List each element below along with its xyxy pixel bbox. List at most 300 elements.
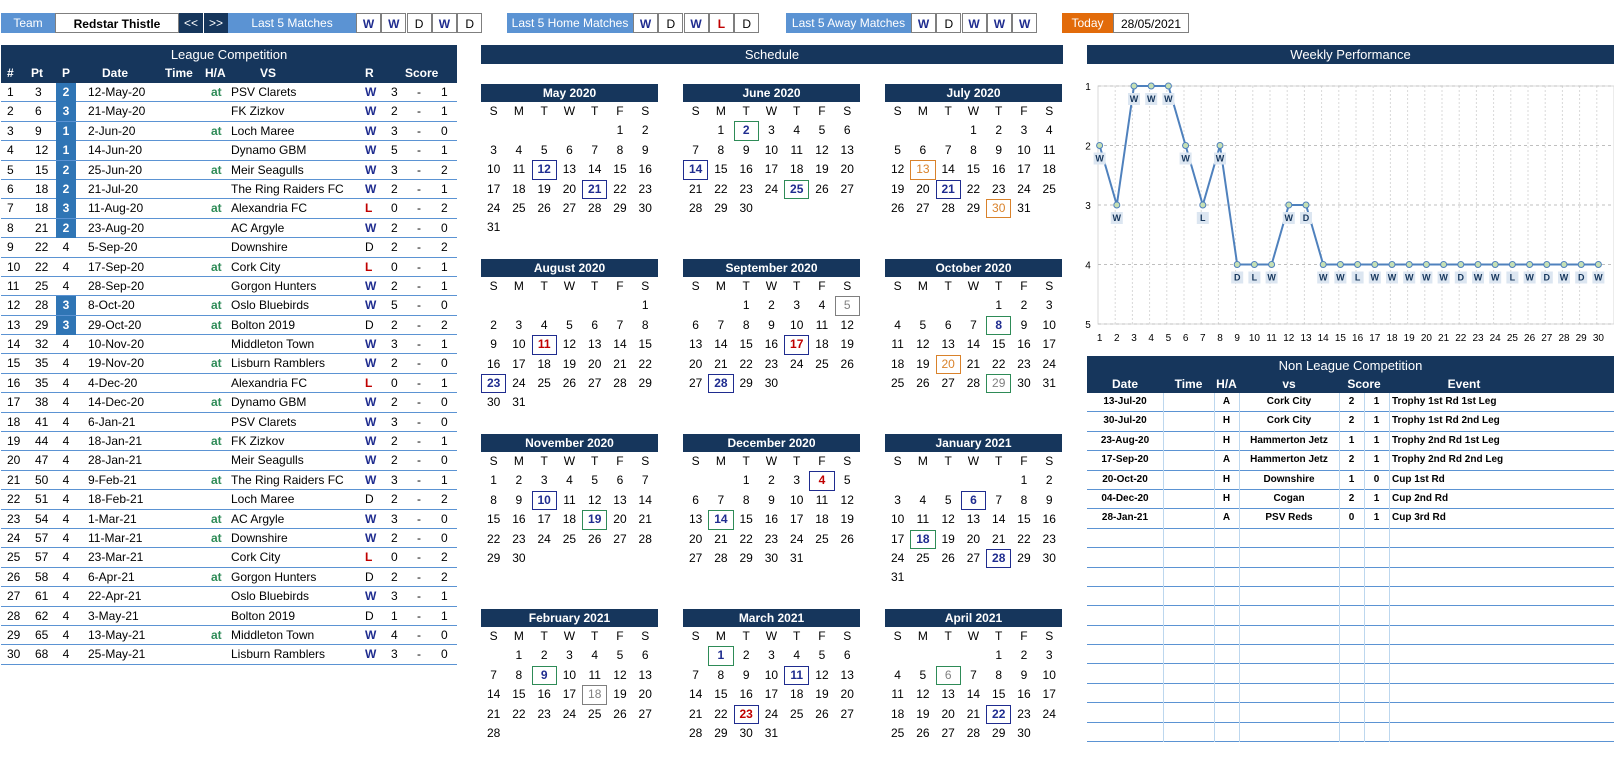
table-row[interactable] (1, 607, 457, 626)
column-divider (1364, 723, 1365, 742)
calendar-day: 20 (638, 687, 652, 702)
data-point (1441, 262, 1447, 268)
x-tick-label: 25 (1506, 333, 1518, 344)
x-tick-label: 2 (1114, 333, 1120, 344)
calendar-week (481, 724, 658, 743)
x-tick-label: 17 (1369, 333, 1381, 344)
calendar-day: 18 (815, 337, 829, 352)
calendar-day-match[interactable]: 6 (961, 491, 986, 510)
calendar-day: 19 (613, 687, 627, 702)
row-score-dash: - (417, 550, 421, 565)
row-ha: at (211, 85, 222, 99)
calendar-day: 9 (742, 667, 750, 682)
calendar-week (885, 199, 1062, 218)
calendar-month (481, 84, 658, 238)
column-divider (1163, 471, 1164, 490)
nl-row-ha: A (1222, 396, 1231, 407)
row-score-for: 2 (391, 278, 398, 293)
calendar-month-title: September 2020 (683, 259, 860, 277)
column-divider (1214, 684, 1215, 703)
calendar-day-match[interactable]: 1 (708, 646, 733, 665)
calendar-day: 2 (515, 473, 523, 488)
calendar-day-empty (582, 121, 607, 140)
weekday-label: S (843, 104, 852, 118)
row-score-for: 5 (391, 298, 398, 313)
row-opponent: Gorgon Hunters (231, 278, 317, 293)
table-row[interactable] (1087, 509, 1614, 528)
nl-row-date: 23-Aug-20 (1100, 434, 1150, 446)
calendar-day: 11 (916, 512, 930, 527)
calendar-day-match[interactable]: 22 (986, 705, 1011, 724)
x-tick-label: 3 (1131, 333, 1137, 344)
calendar-week (481, 141, 658, 160)
calendar-day: 16 (512, 512, 526, 527)
table-row[interactable] (1, 180, 457, 199)
calendar-week (481, 646, 658, 665)
row-score-against: 0 (441, 123, 448, 138)
calendar-day: 1 (1020, 473, 1028, 488)
nl-row-event: Cup 3rd Rd (1392, 512, 1446, 524)
data-point (1251, 262, 1257, 268)
row-p: 4 (62, 453, 70, 468)
calendar-day: 27 (588, 375, 602, 390)
calendar-day: 16 (992, 162, 1006, 177)
table-row[interactable] (1, 548, 457, 567)
calendar-day: 16 (537, 687, 551, 702)
calendar-day: 28 (966, 375, 981, 390)
calendar-day: 3 (1020, 123, 1028, 138)
calendar-week (683, 335, 860, 354)
row-points: 25 (35, 278, 49, 293)
row-p: 2 (56, 83, 76, 102)
table-row-empty[interactable] (1087, 645, 1614, 664)
row-points: 44 (35, 434, 49, 449)
weekday-label: M (917, 279, 928, 293)
calendar-day: 14 (688, 687, 703, 702)
calendar-day-empty (633, 549, 658, 568)
table-row[interactable] (1, 471, 457, 490)
calendar-day: 28 (588, 200, 602, 215)
table-row[interactable] (1087, 471, 1614, 490)
calendar-day-empty (582, 393, 607, 412)
row-date: 28-Sep-20 (88, 278, 145, 293)
calendar-day: 18 (562, 512, 577, 527)
row-points: 61 (35, 589, 49, 604)
table-row[interactable] (1, 238, 457, 257)
row-date: 1-Mar-21 (88, 511, 137, 526)
calendar-day-match[interactable]: 23 (734, 705, 759, 724)
table-row-empty[interactable] (1087, 684, 1614, 703)
nl-row-ha: H (1222, 492, 1231, 504)
calendar-week (683, 491, 860, 510)
calendar-day: 8 (970, 142, 977, 157)
row-date: 18-Feb-21 (88, 492, 144, 507)
calendar-day: 8 (995, 667, 1003, 682)
weekday-label: S (843, 629, 852, 643)
row-score-dash: - (417, 472, 421, 487)
row-p: 4 (62, 356, 70, 371)
calendar-day-match[interactable]: 18 (582, 685, 607, 704)
calendar-day-empty (582, 724, 607, 743)
weekday-label: T (742, 629, 750, 643)
row-ha: at (211, 123, 222, 138)
data-label: W (1181, 153, 1190, 164)
table-row[interactable] (1, 393, 457, 412)
weekday-label: F (818, 454, 826, 468)
row-number: 16 (7, 375, 21, 390)
table-row[interactable] (1087, 490, 1614, 509)
column-divider (1389, 587, 1390, 606)
x-tick-label: 12 (1283, 333, 1295, 344)
calendar-day: 28 (941, 200, 955, 215)
column-divider (1214, 723, 1215, 742)
calendar-day: 15 (714, 687, 728, 702)
calendar-day-match[interactable]: 25 (784, 180, 809, 199)
row-opponent: PSV Clarets (231, 414, 297, 429)
calendar-day-match[interactable]: 6 (936, 666, 961, 685)
weekday-label: M (513, 629, 524, 643)
table-row[interactable] (1, 568, 457, 587)
weekday-label: F (1020, 279, 1028, 293)
row-p: 4 (62, 608, 70, 623)
calendar-day: 27 (562, 200, 577, 215)
row-score-against: 0 (441, 395, 448, 410)
calendar-day-empty (607, 549, 632, 568)
table-row-empty[interactable] (1087, 703, 1614, 722)
row-score-dash: - (417, 375, 421, 390)
table-row[interactable] (1, 626, 457, 645)
calendar-day: 30 (512, 550, 526, 565)
calendar-day-match[interactable]: 28 (986, 549, 1011, 568)
calendar-day-match[interactable]: 21 (582, 180, 607, 199)
table-row[interactable] (1, 258, 457, 277)
row-score-for: 3 (391, 589, 398, 604)
x-tick-label: 9 (1234, 333, 1240, 344)
row-points: 51 (35, 492, 49, 507)
data-point (1303, 202, 1309, 208)
table-row-empty[interactable] (1087, 529, 1614, 548)
calendar-week (683, 355, 860, 374)
table-row[interactable] (1, 587, 457, 606)
calendar-week (683, 685, 860, 704)
table-row[interactable] (1, 354, 457, 373)
calendar-day-match[interactable]: 19 (582, 510, 607, 529)
calendar-day-match[interactable]: 20 (936, 355, 961, 374)
table-row[interactable] (1, 161, 457, 180)
row-score-for: 4 (391, 627, 398, 642)
weekday-label: M (917, 629, 928, 643)
column-divider (1389, 703, 1390, 722)
calendar-weekday-row (683, 452, 860, 471)
calendar-day-empty (936, 296, 961, 315)
calendar-month (481, 434, 658, 568)
calendar-day: 8 (742, 317, 750, 332)
prev-team-button[interactable]: << (179, 13, 203, 33)
calendar-day: 2 (742, 648, 750, 663)
table-row[interactable] (1, 374, 457, 393)
row-score-against: 2 (441, 162, 448, 177)
nl-row-score-against: 1 (1373, 434, 1380, 446)
calendar-day: 23 (1017, 706, 1031, 721)
calendar-week (885, 355, 1062, 374)
calendar-day: 4 (1045, 123, 1053, 138)
table-row[interactable] (1087, 412, 1614, 431)
weekday-label: W (967, 629, 980, 643)
calendar-day: 19 (537, 181, 551, 196)
calendar-day-match[interactable]: 4 (809, 471, 834, 490)
table-row[interactable] (1, 199, 457, 218)
row-date: 6-Jan-21 (88, 414, 136, 429)
table-row-empty[interactable] (1087, 626, 1614, 645)
column-divider (1214, 587, 1215, 606)
column-divider (1389, 645, 1390, 664)
row-points: 58 (35, 569, 49, 584)
calendar-weekday-row (683, 627, 860, 646)
data-point (1269, 262, 1275, 268)
row-result: W (365, 453, 377, 468)
row-score-dash: - (417, 453, 421, 468)
calendar-day-match[interactable]: 14 (683, 160, 708, 179)
row-result: W (365, 220, 377, 235)
calendar-day-match[interactable]: 29 (986, 374, 1011, 393)
row-number: 8 (7, 220, 14, 235)
calendar-day: 17 (512, 356, 526, 371)
calendar-day: 22 (512, 706, 526, 721)
calendar-day: 15 (613, 162, 627, 177)
weekday-label: T (995, 104, 1003, 118)
row-date: 10-Nov-20 (88, 337, 145, 352)
calendar-day: 11 (891, 687, 904, 702)
row-points: 32 (35, 337, 49, 352)
table-row[interactable] (1, 102, 457, 121)
calendar-day-empty (506, 121, 531, 140)
x-tick-label: 8 (1217, 333, 1223, 344)
column-divider (1339, 645, 1340, 664)
calendar-day-match[interactable]: 23 (481, 374, 506, 393)
row-score-against: 1 (441, 278, 448, 293)
column-divider (1389, 684, 1390, 703)
calendar-day-match[interactable]: 11 (532, 335, 557, 354)
calendar-day: 8 (515, 667, 523, 682)
calendar-day: 22 (966, 181, 981, 196)
weekday-label: F (616, 629, 624, 643)
calendar-day: 26 (916, 375, 930, 390)
row-number: 11 (7, 278, 20, 293)
data-label: W (1146, 94, 1156, 104)
row-ha: at (211, 259, 222, 274)
row-score-against: 1 (441, 472, 448, 487)
table-row-empty[interactable] (1087, 723, 1614, 742)
calendar-week (683, 199, 860, 218)
next-team-button[interactable]: >> (204, 13, 228, 33)
calendar-week (885, 141, 1062, 160)
table-row[interactable] (1, 316, 457, 335)
calendar-day: 4 (566, 473, 573, 488)
row-date: 18-Jan-21 (88, 434, 143, 449)
calendar-day: 12 (916, 687, 930, 702)
table-row-empty[interactable] (1087, 568, 1614, 587)
calendar-day-match[interactable]: 9 (532, 666, 557, 685)
calendar-day-empty (607, 218, 632, 237)
calendar-day: 3 (1045, 298, 1053, 313)
row-opponent: Lisburn Ramblers (231, 356, 326, 371)
table-row[interactable] (1, 413, 457, 432)
row-points: 9 (35, 123, 42, 138)
calendar-day: 19 (916, 356, 930, 371)
calendar-day-empty (582, 218, 607, 237)
table-row[interactable] (1, 141, 457, 160)
calendar-day: 22 (714, 181, 728, 196)
table-row[interactable] (1, 451, 457, 470)
table-row[interactable] (1, 510, 457, 529)
calendar-day: 30 (1017, 725, 1031, 740)
calendar-week (885, 646, 1062, 665)
non-league-rows (1087, 393, 1614, 742)
row-number: 15 (7, 356, 21, 371)
table-row-empty[interactable] (1087, 587, 1614, 606)
calendar-day: 8 (641, 317, 649, 332)
x-tick-label: 11 (1266, 333, 1277, 344)
team-name-selector[interactable]: Redstar Thistle (55, 13, 179, 33)
today-label: Today (1062, 13, 1113, 33)
calendar-day: 20 (588, 356, 602, 371)
row-score-against: 1 (441, 589, 448, 604)
column-divider (1389, 529, 1390, 548)
table-row[interactable] (1, 122, 457, 141)
data-label: W (1336, 272, 1345, 283)
table-row-empty[interactable] (1087, 606, 1614, 625)
table-row[interactable] (1087, 451, 1614, 470)
calendar-day-empty (532, 296, 557, 315)
calendar-day-empty (506, 296, 531, 315)
table-row-empty[interactable] (1087, 664, 1614, 683)
table-row[interactable] (1, 277, 457, 296)
table-row[interactable] (1, 529, 457, 548)
nl-row-score-for: 2 (1348, 454, 1355, 466)
row-number: 29 (7, 627, 21, 642)
last5-result-1: W (381, 13, 406, 33)
calendar-day-match[interactable]: 8 (986, 316, 1011, 335)
row-score-dash: - (417, 395, 421, 410)
calendar-weekday-row (481, 452, 658, 471)
table-row-empty[interactable] (1087, 548, 1614, 567)
table-row[interactable] (1, 83, 457, 102)
calendar-week (683, 510, 860, 529)
table-row[interactable] (1087, 393, 1614, 412)
weekday-label: S (893, 454, 902, 468)
calendar-day: 23 (1017, 356, 1031, 371)
calendar-day-empty (532, 724, 557, 743)
row-number: 20 (7, 453, 21, 468)
weekday-label: S (641, 279, 650, 293)
calendar-day: 20 (941, 706, 955, 721)
row-score-dash: - (417, 530, 421, 545)
calendar-day-match[interactable]: 11 (784, 666, 809, 685)
calendar-day: 7 (970, 317, 977, 332)
calendar-day: 31 (1017, 200, 1031, 215)
calendar-day-match[interactable]: 28 (708, 374, 733, 393)
x-tick-label: 1 (1096, 333, 1103, 344)
calendar-day: 3 (894, 492, 901, 507)
calendar-day: 29 (486, 550, 501, 565)
column-divider (1214, 703, 1215, 722)
data-point (1355, 262, 1361, 268)
row-opponent: FK Zizkov (231, 434, 285, 449)
row-points: 57 (35, 530, 49, 545)
calendar-day: 2 (540, 648, 548, 663)
table-row[interactable] (1, 490, 457, 509)
calendar-week (481, 335, 658, 354)
data-point (1389, 262, 1395, 268)
calendar-day-match[interactable]: 21 (936, 180, 961, 199)
calendar-day: 28 (486, 725, 501, 740)
column-divider (1339, 664, 1340, 683)
calendar-day: 25 (790, 706, 804, 721)
calendar-month-title: January 2021 (885, 434, 1062, 452)
column-divider (1163, 703, 1164, 722)
calendar-day-match[interactable]: 13 (910, 160, 935, 179)
table-row[interactable] (1, 296, 457, 315)
calendar-day-match[interactable]: 5 (835, 296, 860, 315)
row-ha: at (211, 472, 222, 487)
calendar-day-match[interactable]: 10 (532, 491, 557, 510)
calendar-week (481, 160, 658, 179)
calendar-day: 8 (717, 667, 725, 682)
calendar-day-match[interactable]: 17 (784, 335, 809, 354)
column-divider (1163, 548, 1164, 567)
calendar-month-title: August 2020 (481, 259, 658, 277)
table-row[interactable] (1087, 432, 1614, 451)
calendar-day-empty (809, 549, 834, 568)
row-p: 4 (62, 395, 70, 410)
table-row[interactable] (1, 645, 457, 664)
calendar-day: 27 (638, 706, 652, 721)
row-opponent: AC Argyle (231, 220, 285, 235)
calendar-day-empty (557, 121, 582, 140)
calendar-day-match[interactable]: 30 (986, 199, 1011, 218)
column-divider (1339, 587, 1340, 606)
calendar-day: 29 (739, 550, 753, 565)
table-row[interactable] (1, 219, 457, 238)
data-point (1097, 143, 1103, 149)
calendar-day: 12 (815, 142, 829, 157)
calendar-day-match[interactable]: 14 (708, 510, 733, 529)
calendar-day: 17 (562, 687, 577, 702)
column-divider (1163, 451, 1164, 470)
calendar-day: 9 (742, 142, 750, 157)
calendar-day: 25 (890, 725, 905, 740)
row-score-for: 2 (391, 356, 398, 371)
row-result: L (365, 550, 373, 565)
y-tick-label: 3 (1085, 201, 1091, 212)
table-row[interactable] (1, 432, 457, 451)
data-label: W (1112, 213, 1122, 223)
calendar-day: 29 (613, 200, 627, 215)
calendar-day-match[interactable]: 2 (734, 121, 759, 140)
calendar-day-match[interactable]: 18 (910, 530, 935, 549)
away5-result-1: D (936, 13, 961, 33)
calendar-week (683, 316, 860, 335)
row-score-dash: - (417, 434, 421, 449)
table-row[interactable] (1, 335, 457, 354)
calendar-day-match[interactable]: 12 (532, 160, 557, 179)
weekday-label: T (944, 104, 952, 118)
row-score-against: 1 (441, 434, 448, 449)
away5-label: Last 5 Away Matches (786, 13, 911, 33)
data-label: W (1473, 272, 1483, 283)
calendar-day: 6 (641, 648, 649, 663)
row-opponent: Gorgon Hunters (231, 569, 317, 584)
